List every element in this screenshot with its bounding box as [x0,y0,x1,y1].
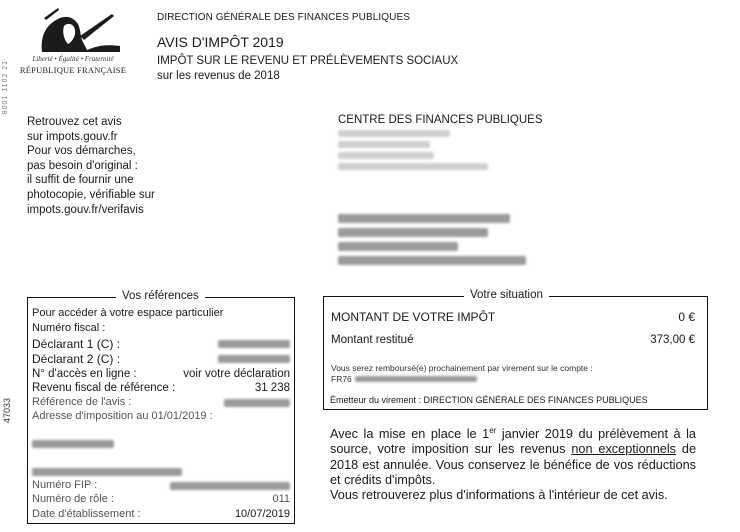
redacted-declarant-2 [218,355,290,363]
document-subtitle: IMPÔT SUR LE REVENU ET PRÉLÈVEMENTS SOCIAUX [157,55,459,67]
marianne-logo-icon [24,6,124,54]
side-info [27,115,155,217]
redacted-fip [170,482,290,490]
document-title: AVIS D'IMPÔT 2019 [157,34,284,50]
info-paragraph-second: Vous retrouverez plus d'informations à l'intérieur de cet avis. [330,488,668,503]
redacted-recipient-name [338,228,488,237]
redacted-imposition-address [32,468,182,476]
direction-label: DIRECTION GÉNÉRALE DES FINANCES PUBLIQUES [157,12,411,23]
montant-restitue-row: Montant restitué 373,00 € [331,334,695,346]
side-info-line: Retrouvez cet avis [27,116,122,128]
centre-title: CENTRE DES FINANCES PUBLIQUES [338,114,543,126]
non-exceptionnels-emphasis: non exceptionnels [571,442,676,457]
side-info-line: photocopie, vérifiable sur [27,188,155,201]
side-info-line: il suffit de fournir une [27,174,134,187]
income-year: sur les revenus de 2018 [157,70,280,82]
montant-impot-row: MONTANT DE VOTRE IMPÔT 0 € [331,310,695,324]
iban-row: FR76 [331,374,695,384]
republique-francaise-logo [18,6,128,76]
logo-motto: Liberté • Égalité • Fraternité [32,55,114,63]
references-legend: Vos références [116,290,205,302]
remboursement-notice: Vous serez remboursé(e) prochainement par virement sur le compte : [331,363,593,373]
logo-country: RÉPUBLIQUE FRANÇAISE [19,65,127,75]
redacted-imposition-address [32,440,114,448]
side-info-line: impots.gouv.fr/verifavis [27,203,144,216]
side-info-line: sur impots.gouv.fr [27,130,118,143]
side-info-line: Pour vos démarches, [27,145,136,158]
situation-legend: Votre situation [464,289,549,301]
situation-box [323,289,708,410]
emetteur-virement: Émetteur du virement : DIRECTION GÉNÉRALE DES FINANCES PUBLIQUES [330,395,648,405]
redacted-centre-address [338,163,488,170]
references-box: Vos références Pour accéder à votre espace particulier Numéro fiscal : Déclarant 1 (C) : Déclarant 2 (C) : N° d'accès en ligne : voir votre déclaration Revenu fiscal de référence : 31 238 Référence de l'avis : Adresse d'imposition au 01/01/2019 : Numéro FIP : Numéro de rôle : 011 Date d'établissement : 10/07/2019 [27,297,295,524]
redacted-recipient-address [338,256,526,265]
redacted-iban [355,376,477,382]
info-paragraph: Avec la mise en place le 1er janvier 2019 du prélèvement à la source, votre imposition sur les revenus non exceptionnels de 2018 est annulée. Vous conservez le bénéfice de vos réductions et crédits d'impôts. Vous retrouverez plus d'informations à l'intérieur de cet avis. [330,426,697,503]
redacted-declarant-1 [218,340,290,348]
redacted-recipient-address [338,242,458,251]
side-document-number: 47033 [2,398,12,424]
redacted-reference-avis [224,399,290,407]
redacted-centre-address [338,141,430,148]
redacted-recipient-name [338,214,510,223]
side-info-line: pas besoin d'original : [27,159,138,172]
redacted-centre-address [338,130,450,137]
redacted-centre-address [338,152,434,159]
side-document-code: 8001 1102 21 [2,60,9,115]
